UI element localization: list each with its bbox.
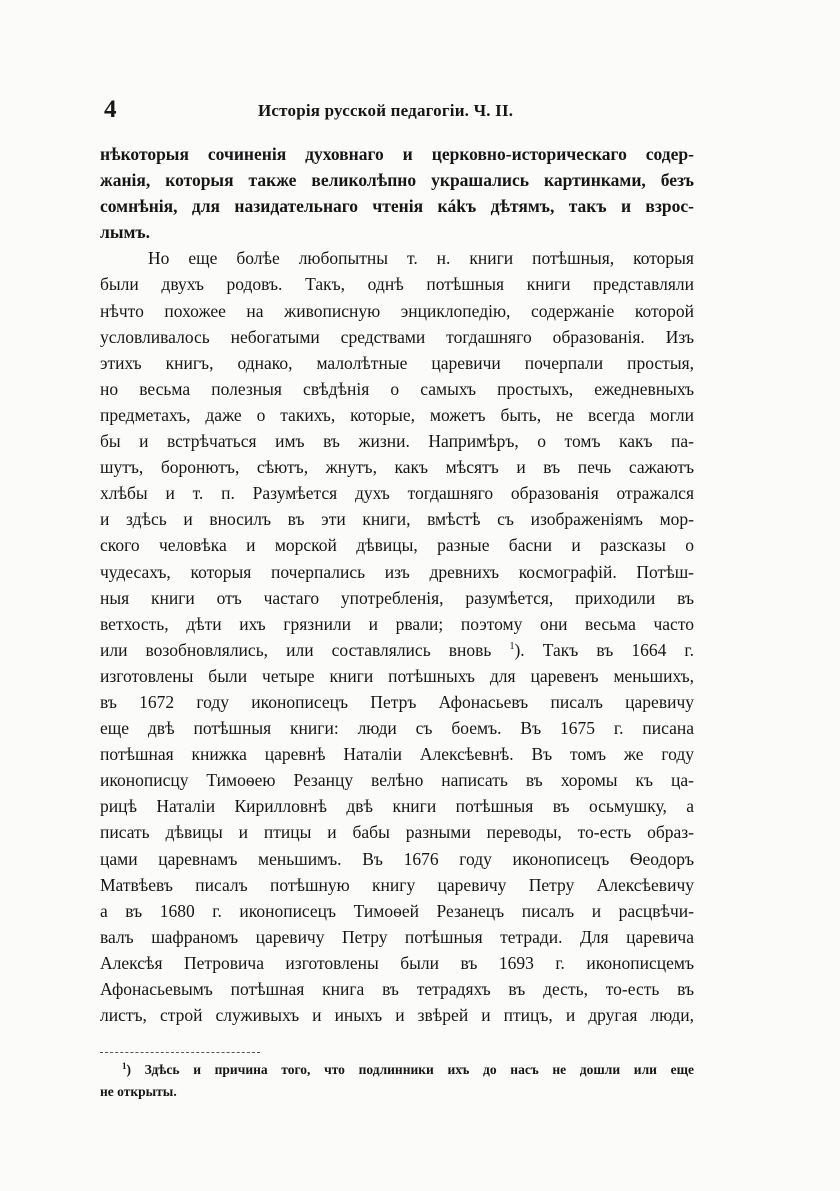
text-line: Афонасьевымъ потѣшная книга въ тетрадяхъ въ десть, то-есть въ (100, 979, 694, 999)
text-line: ветхость, дѣти ихъ грязнили и рвали; поэтому они весьма часто (100, 613, 694, 634)
text-line: валъ шафраномъ царевичу Петру потѣшныя тетради. Для царевича (100, 926, 694, 947)
text-line: Алексѣя Петровича изготовлены были въ 1693 г. иконописцемъ (100, 952, 694, 973)
text-line: еще двѣ потѣшныя книги: люди съ боемъ. Въ 1675 г. писана (100, 718, 694, 739)
text-line-with-footnote-ref (100, 637, 694, 663)
text-line: и здѣсь и вносилъ въ эти книги, вмѣстѣ съ изображеніямъ мор- (100, 509, 694, 530)
text-line: сомнѣнія, для назидательнаго чтенія кákъ дѣтямъ, такъ и взрос- (100, 196, 694, 217)
footnote-divider (100, 1052, 260, 1053)
text-line: иконописцу Тимоѳею Резанцу велѣно написать въ хоромы къ ца- (100, 770, 694, 791)
text-line: нѣчто похожее на живописную энциклопедію, содержаніе которой (100, 300, 694, 321)
body-text (100, 141, 694, 1028)
text-line: были двухъ родовъ. Такъ, однѣ потѣшныя книги представляли (100, 274, 694, 295)
text-segment: ). Такъ въ 1664 г. (514, 639, 694, 660)
paragraph-first-line: Но еще болѣе любопытны т. н. книги потѣшныя, которыя (148, 248, 694, 269)
text-line: ского человѣка и морской дѣвицы, разные басни и разсказы о (100, 535, 694, 556)
text-line: условливалось небогатыми средствами тогдашняго образованія. Изъ (100, 326, 694, 347)
text-line: цами царевнамъ меньшимъ. Въ 1676 году иконописецъ Ѳеодоръ (100, 848, 694, 869)
footnote-text: ) Здѣсь и причина того, что подлинники ихъ до насъ не дошли или еще (126, 1062, 694, 1077)
text-line: этихъ книгъ, однако, малолѣтные царевичи почерпали простыя, (100, 352, 694, 373)
text-line: ныя книги отъ частаго употребленія, разумѣется, приходили въ (100, 587, 694, 608)
text-line: рицѣ Наталіи Кирилловнѣ двѣ книги потѣшныя въ осьмушку, а (100, 796, 694, 817)
page-header (100, 95, 694, 125)
text-line: но весьма полезныя свѣдѣнія о самыхъ простыхъ, ежедневныхъ (100, 378, 694, 399)
text-line: хлѣбы и т. п. Разумѣется духъ тогдашняго образованія отражался (100, 483, 694, 504)
text-line: писать дѣвицы и птицы и бабы разными переводы, то-есть образ- (100, 822, 694, 843)
footnote (100, 1059, 694, 1103)
text-line: бы и встрѣчаться имъ въ жизни. Напримѣръ, о томъ какъ па- (100, 431, 694, 452)
text-line: шутъ, боронютъ, сѣютъ, жнутъ, какъ мѣсятъ и въ печь сажаютъ (100, 457, 694, 478)
text-line: нѣкоторыя сочиненія духовнаго и церковно-историческаго содер- (100, 144, 694, 164)
page-number: 4 (104, 96, 117, 123)
text-line: жанія, которыя также великолѣпно украшались картинками, безъ (100, 170, 694, 191)
text-line: въ 1672 году иконописецъ Петръ Афонасьевъ писалъ царевичу (100, 691, 694, 712)
footnote-reference: 1 (509, 640, 515, 652)
footnote-line (100, 1059, 694, 1081)
footnote-marker: 1 (122, 1061, 127, 1071)
text-line: а въ 1680 г. иконописецъ Тимоѳей Резанецъ писалъ и расцвѣчи- (100, 900, 694, 921)
text-line: изготовлены были четыре книги потѣшныхъ для царевенъ меньшихъ, (100, 665, 694, 686)
footnote-line: не открыты. (100, 1084, 177, 1099)
text-line: листъ, строй служивыхъ и иныхъ и звѣрей и птицъ, и другая люди, (100, 1005, 694, 1026)
text-line: Матвѣевъ писалъ потѣшную книгу царевичу Петру Алексѣевичу (100, 874, 694, 895)
text-segment: или возобновлялись, или составлялись вновь (100, 639, 492, 660)
text-line: чудесахъ, которыя почерпались изъ древнихъ космографій. Потѣш- (100, 561, 694, 582)
text-line: лымъ. (100, 222, 150, 243)
running-title: Исторія русской педагогіи. Ч. II. (258, 101, 514, 120)
text-line: предметахъ, даже о такихъ, которые, можетъ быть, не всегда могли (100, 404, 694, 425)
text-line: потѣшная книжка царевнѣ Наталіи Алексѣевнѣ. Въ томъ же году (100, 744, 694, 765)
